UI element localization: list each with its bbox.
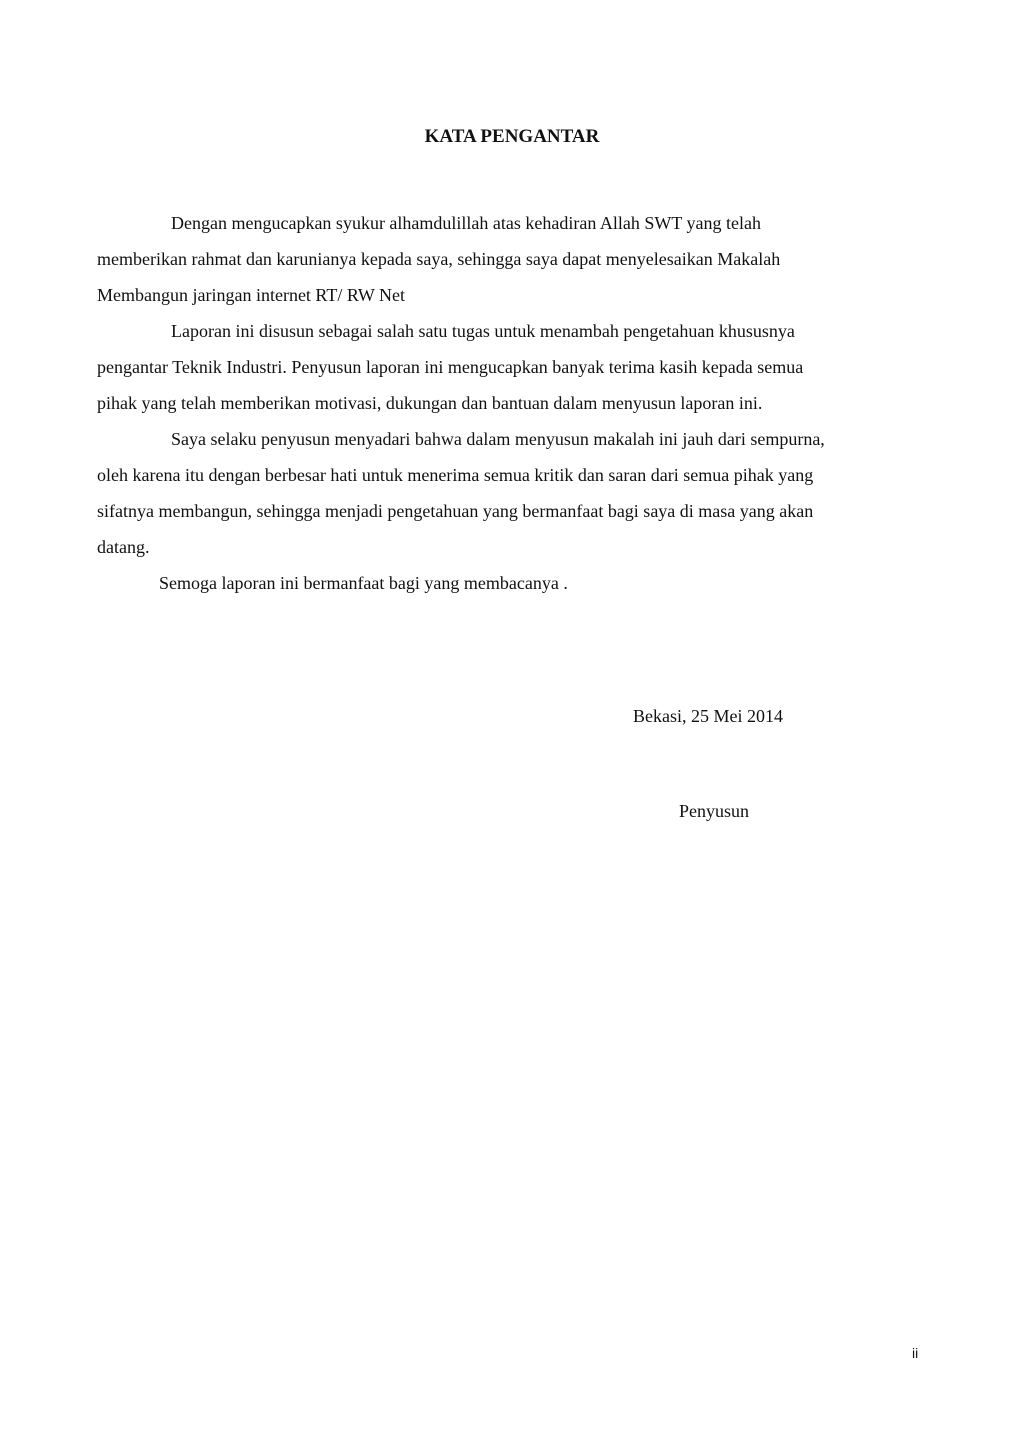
text-line: sifatnya membangun, sehingga menjadi pengetahuan yang bermanfaat bagi saya di masa yang akan	[97, 501, 814, 521]
text-line: oleh karena itu dengan berbesar hati untuk menerima semua kritik dan saran dari semua pihak yang	[97, 465, 814, 485]
place-date: Bekasi, 25 Mei 2014	[633, 706, 783, 726]
paragraph-apology	[97, 421, 929, 565]
text-line: Laporan ini disusun sebagai salah satu tugas untuk menambah pengetahuan khususnya	[171, 321, 795, 341]
paragraph-closing	[97, 565, 929, 601]
page-number: ii	[912, 1345, 919, 1361]
text-line: pengantar Teknik Industri. Penyusun laporan ini mengucapkan banyak terima kasih kepada semua	[97, 357, 804, 377]
body-text	[97, 205, 929, 601]
page-title: KATA PENGANTAR	[424, 126, 600, 147]
text-line: Semoga laporan ini bermanfaat bagi yang membacanya .	[159, 573, 568, 593]
text-line: Membangun jaringan internet RT/ RW Net	[97, 285, 406, 305]
text-line: Dengan mengucapkan syukur alhamdulillah atas kehadiran Allah SWT yang telah	[171, 213, 761, 233]
text-line: Saya selaku penyusun menyadari bahwa dalam menyusun makalah ini jauh dari sempurna,	[171, 429, 825, 449]
paragraph-purpose	[97, 313, 929, 421]
text-line: pihak yang telah memberikan motivasi, dukungan dan bantuan dalam menyusun laporan ini.	[97, 393, 763, 413]
signer-label: Penyusun	[679, 801, 750, 821]
paragraph-opening	[97, 205, 929, 313]
text-line: datang.	[97, 537, 150, 557]
text-line: memberikan rahmat dan karunianya kepada saya, sehingga saya dapat menyelesaikan Makalah	[97, 249, 781, 269]
